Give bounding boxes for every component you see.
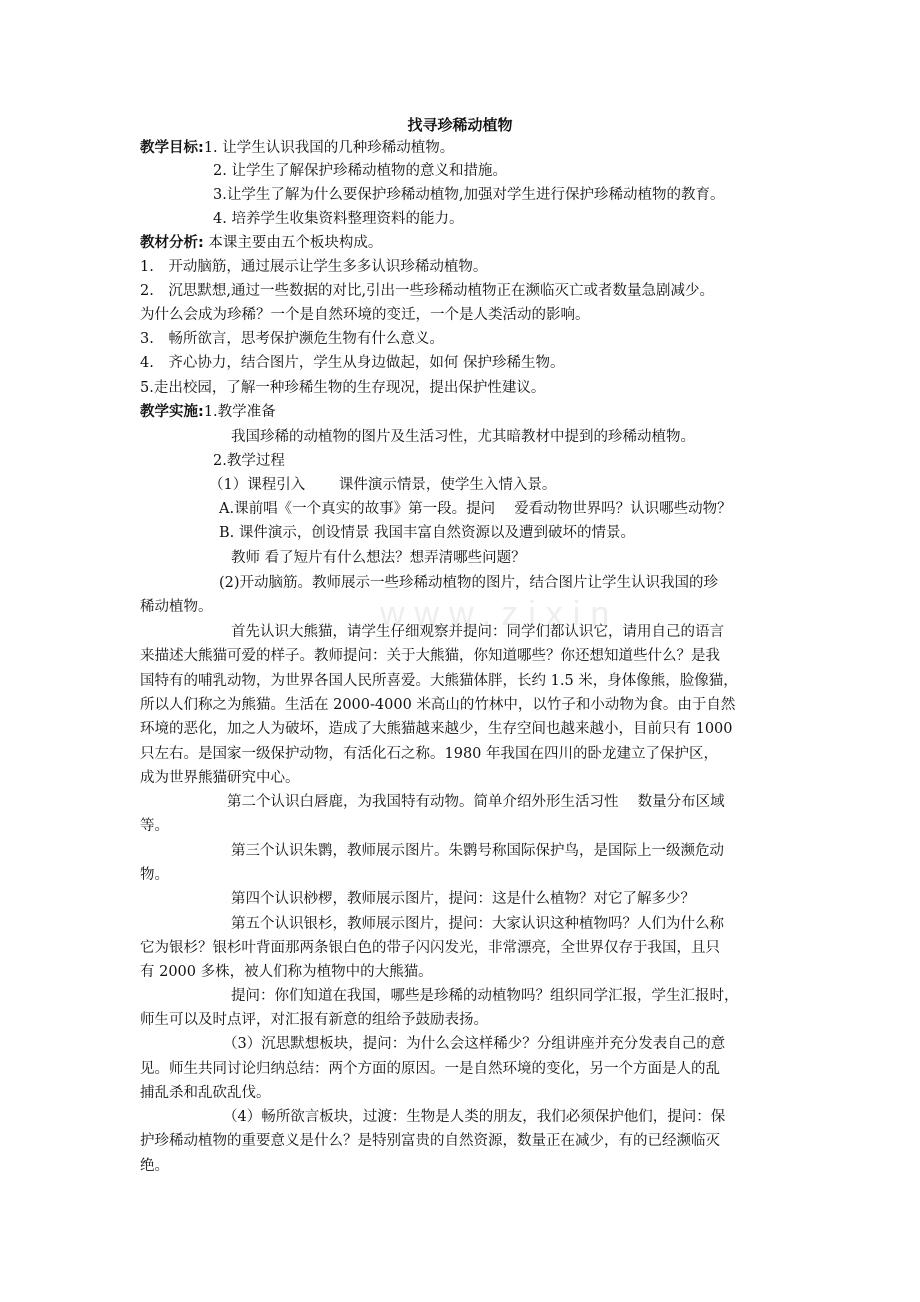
process-step-3: 捕乱杀和乱砍乱伐。 — [140, 1085, 271, 1101]
analysis-item: 为什么会成为珍稀？一个是自然环境的变迁，一个是人类活动的影响。 — [140, 307, 590, 323]
process-step-1a: A.课前唱《一个真实的故事》第一段。提问 爱看动物世界吗？认识哪些动物？ — [219, 501, 732, 517]
cathaya-paragraph: 有 2000 多株，被人们称为植物中的大熊猫。 — [140, 964, 433, 980]
goals-label: 教学目标: — [140, 140, 204, 156]
process-step-1c: 教师 看了短片有什么想法？想弄清哪些问题？ — [231, 550, 526, 566]
panda-paragraph: 所以人们称之为熊猫。生活在 2000-4000 米高山的竹林中，以竹子和小动物为食。由于自然 — [140, 697, 736, 713]
analysis-item: 4. 齐心协力，结合图片，学生从身边做起，如何 保护珍稀生物。 — [140, 355, 565, 371]
goal-item: 1. 让学生认识我国的几种珍稀动植物。 — [203, 140, 455, 156]
document-title: 找寻珍稀动植物 — [407, 116, 513, 134]
process-step-4: 绝。 — [140, 1158, 169, 1174]
analysis-intro: 本课主要由五个板块构成。 — [208, 235, 383, 251]
ibis-paragraph: 物。 — [140, 867, 169, 883]
fern-paragraph: 第四个认识桫椤，教师展示图片，提问：这是什么植物？对它了解多少？ — [231, 891, 695, 907]
process-step-2: 稀动植物。 — [140, 599, 213, 615]
process-step-3: （3）沉思默想板块，提问：为什么会这样稀少？分组讲座并充分发表自己的意 — [223, 1036, 726, 1052]
panda-paragraph: 成为世界熊猫研究中心。 — [140, 770, 300, 786]
goals-line-1 — [140, 137, 454, 159]
ibis-paragraph: 第三个认识朱鹮，教师展示图片。朱鹮号称国际保护鸟，是国际上一级濒危动 — [231, 843, 724, 859]
analysis-item: 1. 开动脑筋，通过展示让学生多多认识珍稀动植物。 — [140, 259, 488, 275]
analysis-line — [140, 232, 382, 254]
deer-paragraph: 第二个认识白唇鹿，为我国特有动物。简单介绍外形生活习性 数量分布区域 — [227, 794, 725, 810]
process-step-3: 见。师生共同讨论归纳总结：两个方面的原因。一是自然环境的变化，另一个方面是人的乱 — [140, 1061, 720, 1077]
goal-item: 3.让学生了解为什么要保护珍稀动植物,加强对学生进行保护珍稀动植物的教育。 — [213, 187, 725, 203]
analysis-label: 教材分析: — [140, 235, 204, 251]
deer-paragraph: 等。 — [140, 818, 169, 834]
process-step-4: 护珍稀动植物的重要意义是什么？是特别富贵的自然资源，数量正在减少，有的已经濒临灭 — [140, 1133, 720, 1149]
implement-first: 1.教学准备 — [203, 404, 276, 420]
panda-paragraph: 环境的恶化，加之人为破坏，造成了大熊猫越来越少，生存空间也越来越小，目前只有 1000 — [140, 721, 733, 737]
goal-item: 4. 培养学生收集资料整理资料的能力。 — [213, 211, 464, 227]
analysis-item: 2. 沉思默想,通过一些数据的对比,引出一些珍稀动植物正在濒临灭亡或者数量急剧减少。 — [140, 283, 715, 299]
panda-paragraph: 只左右。是国家一级保护动物，有活化石之称。1980 年我国在四川的卧龙建立了保护区， — [140, 746, 719, 762]
cathaya-paragraph: 第五个认识银杉，教师展示图片，提问：大家认识这种植物吗？人们为什么称 — [231, 916, 724, 932]
goal-item: 2. 让学生了解保护珍稀动植物的意义和措施。 — [213, 163, 507, 179]
analysis-item: 3. 畅所欲言，思考保护濒危生物有什么意义。 — [140, 331, 444, 347]
implement-line — [140, 401, 276, 423]
watermark: www.zixin — [380, 595, 620, 633]
ask-paragraph: 师生可以及时点评，对汇报有新意的组给予鼓励表扬。 — [140, 1012, 488, 1028]
implement-label: 教学实施: — [140, 404, 204, 420]
process-step-4: （4）畅所欲言板块，过渡：生物是人类的朋友，我们必须保护他们，提问：保 — [223, 1109, 726, 1125]
prep-text: 我国珍稀的动植物的图片及生活习性，尤其暗教材中提到的珍稀动植物。 — [231, 429, 695, 445]
process-step-1b: B. 课件演示，创设情景 我国丰富自然资源以及遭到破坏的情景。 — [219, 525, 635, 541]
panda-paragraph: 国特有的哺乳动物，为世界各国人民所喜爱。大熊猫体胖，长约 1.5 米，身体像熊，脸像猫， — [140, 673, 738, 689]
process-step-2: (2)开动脑筋。教师展示一些珍稀动植物的图片，结合图片让学生认识我国的珍 — [219, 575, 719, 591]
ask-paragraph: 提问：你们知道在我国，哪些是珍稀的动植物吗？组织同学汇报，学生汇报时， — [231, 988, 739, 1004]
process-label: 2.教学过程 — [213, 453, 285, 469]
panda-paragraph: 来描述大熊猫可爱的样子。教师提问：关于大熊猫，你知道哪些？你还想知道些什么？是我 — [140, 648, 720, 664]
cathaya-paragraph: 它为银杉？银杉叶背面那两条银白色的带子闪闪发光，非常漂亮，全世界仅存于我国，且只 — [140, 940, 720, 956]
analysis-item: 5.走出校园，了解一种珍稀生物的生存现况，提出保护性建议。 — [140, 380, 546, 396]
process-step-1: （1）课程引入 课件演示情景，使学生入情入景。 — [209, 477, 557, 493]
panda-paragraph: 首先认识大熊猫，请学生仔细观察并提问：同学们都认识它，请用自己的语言 — [231, 624, 724, 640]
